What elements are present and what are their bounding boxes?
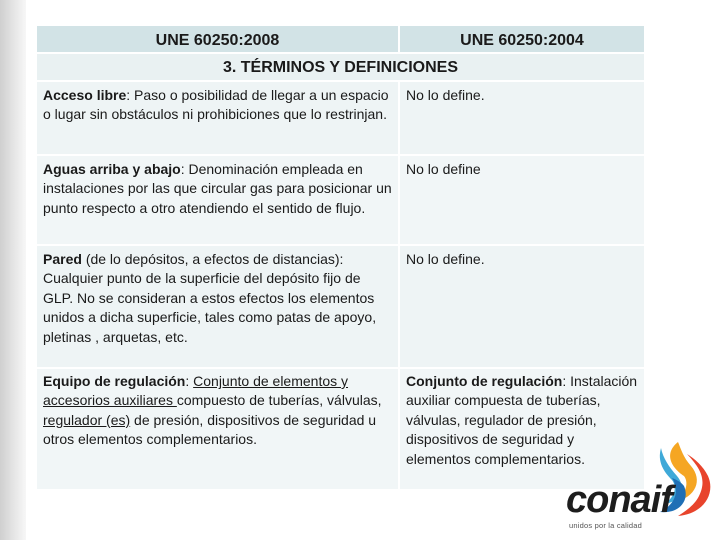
separator: : xyxy=(180,161,189,177)
definition-text: (de lo depósitos, a efectos de distancias): Cualquier punto de la superficie del depósito fijo de GLP. No se consideran a estos efectos los elementos unidos a dicha superficie, tales como patas de apoyo, pletinas , arquetas, etc. xyxy=(43,251,377,345)
definition-2004: No lo define. xyxy=(400,246,644,369)
definition-text: Paso o posibilidad de llegar a un espacio o lugar sin obstáculos ni prohibiciones que lo restrinjan. xyxy=(43,87,389,123)
conaif-logo xyxy=(560,440,720,540)
table-row xyxy=(37,246,644,369)
table-row xyxy=(37,156,644,246)
definition-2008 xyxy=(37,246,400,369)
definition-2008 xyxy=(37,369,400,491)
definition-text: compuesto de tuberías, válvulas, xyxy=(176,392,382,409)
underlined-text: Conjunto de elementos y accesorios auxiliares xyxy=(43,373,349,409)
separator: : xyxy=(185,373,194,389)
definitions-table xyxy=(37,26,644,491)
table-header-row xyxy=(37,26,644,54)
definition-2004: No lo define. xyxy=(400,82,644,156)
underlined-text: regulador (es) xyxy=(43,411,131,428)
separator: : xyxy=(126,87,135,103)
table-row xyxy=(37,369,644,491)
definition-text: de presión, dispositivos de seguridad u otros elementos complementarios. xyxy=(43,411,377,448)
logo-tagline: unidos por la calidad xyxy=(569,521,642,530)
term: Conjunto de regulación xyxy=(406,373,563,389)
definition-2008 xyxy=(37,82,400,156)
definition-text: Instalación auxiliar compuesta de tuberías, válvulas, regulador de presión, dispositivos de seguridad y elementos complementarios. xyxy=(406,373,638,467)
definition-2008 xyxy=(37,156,400,246)
left-decorative-band xyxy=(0,0,26,540)
header-une-2008: UNE 60250:2008 xyxy=(37,26,400,54)
logo-wordmark: conaif xyxy=(566,479,672,521)
definition-2004: No lo define xyxy=(400,156,644,246)
header-une-2004: UNE 60250:2004 xyxy=(400,26,644,54)
term: Acceso libre xyxy=(43,87,127,103)
term: Aguas arriba y abajo xyxy=(43,161,181,177)
term: Equipo de regulación xyxy=(43,373,186,389)
definition-text: Denominación empleada en instalaciones por las que circular gas para posicionar un punto respecto a otro atendiendo el sentido de flujo. xyxy=(43,161,392,216)
section-title: 3. TÉRMINOS Y DEFINICIONES xyxy=(37,54,644,82)
separator: : xyxy=(562,373,571,389)
table-row xyxy=(37,82,644,156)
term: Pared xyxy=(43,251,82,267)
